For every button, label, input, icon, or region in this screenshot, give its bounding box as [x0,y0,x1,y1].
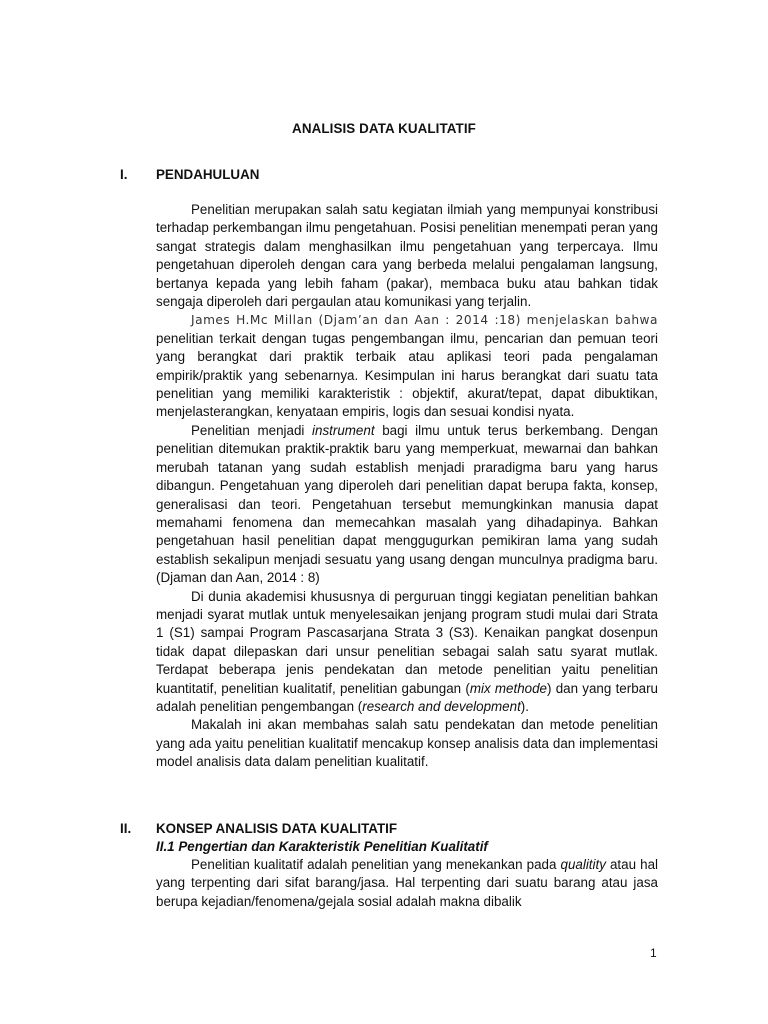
section-title: KONSEP ANALISIS DATA KUALITATIF [156,821,398,836]
paragraph-text: Di dunia akademisi khususnya di perguruan tinggi kegiatan penelitian bahkan menjadi syarat mutlak untuk menyelesaikan jenjang program studi mulai dari Strata 1 (S1) sampai Program Pascasarjana Strata 3 (S3). Kenaikan pangkat dosenpun tidak dapat dilepaskan dari unsur penelitian sebagai salah satu syarat mutlak. Terdapat beberapa jenis pendekatan dan metode penelitian yaitu penelitian kuantitatif, penelitian kualitatif, penelitian gabungan ( [156,588,658,696]
italic-term: research and development [362,698,521,714]
section-body-konsep [156,856,658,911]
section-title: PENDAHULUAN [156,167,260,182]
italic-term: mix methode [469,680,547,696]
section-heading-konsep [120,821,397,836]
paragraph-text: atau hal yang terpenting dari sifat barang/jasa. Hal terpenting dari suatu barang atau jasa berupa kejadian/fenomena/gejala sosial adalah makna dibalik [156,857,658,909]
paragraph-text: Penelitian menjadi [191,422,313,438]
paragraph [156,856,658,911]
paragraph: Penelitian merupakan salah satu kegiatan ilmiah yang mempunyai konstribusi terhadap perkembangan ilmu pengetahuan. Posisi penelitian menempati peran yang sangat strategis dalam menghasilkan ilmu pengetahuan yang terpercaya. Ilmu pengetahuan diperoleh dengan cara yang berbeda melalui pengalaman langsung, bertanya kepada yang lebih faham (pakar), membaca buku atau bahkan tidak sengaja diperoleh dari pergaulan atau komunikasi yang terjalin. [156,202,658,310]
subsection-heading: II.1 Pengertian dan Karakteristik Penelitian Kualitatif [156,839,488,854]
paragraph [156,588,658,717]
italic-term: qualitity [560,857,606,872]
paragraph-text: bagi ilmu untuk terus berkembang. Dengan penelitian ditemukan praktik-praktik baru yang memperkuat, mewarnai dan bahkan merubah tatanan yang sudah establish menjadi praradigma baru yang harus dibangun. Pengetahuan yang diperoleh dari penelitian dapat berupa fakta, konsep, generalisasi dan teori. Pengetahuan tersebut memungkinkan manusia dapat memahami fenomena dan memecahkan masalah yang dihadapinya. Bahkan pengetahuan hasil penelitian dapat menggugurkan pemikiran lama yang sudah establish sekalipun menjadi sesuatu yang usang dengan munculnya pradigma baru. (Djaman dan Aan, 2014 : 8) [156,422,658,586]
paragraph-text: Penelitian kualitatif adalah penelitian yang menekankan pada [191,857,561,872]
document-title: ANALISIS DATA KUALITATIF [292,121,476,136]
section-number: II. [120,821,132,836]
paragraph [156,311,658,421]
section-body-pendahuluan [156,201,658,772]
paragraph [156,422,658,588]
paragraph-text: penelitian terkait dengan tugas pengembangan ilmu, pencarian dan pemuan teori yang berangkat dari praktik terbaik atau aplikasi teori pada pengalaman empirik/praktik yang sebenarnya. Kesimpulan ini harus berangkat dari suatu tata penelitian yang memiliki karakteristik : objektif, akurat/tepat, dapat dibuktikan, menjelasterangkan, kenyataan empiris, logis dan sesuai kondisi nyata. [156,330,658,420]
italic-term: instrument [312,422,375,438]
paragraph: Makalah ini akan membahas salah satu pendekatan dan metode penelitian yang ada yaitu penelitian kualitatif mencakup konsep analisis data dan implementasi model analisis data dalam penelitian kualitatif. [156,717,658,770]
paragraph-text: ). [520,698,529,714]
section-number: I. [120,167,128,182]
section-heading-pendahuluan [120,167,259,182]
paragraph-text: ) dan yang terbaru adalah penelitian pengembangan ( [156,680,658,714]
citation-lead: James H.Mc Millan (Djam’an dan Aan : 2014 :18) menjelaskan bahwa [191,313,658,328]
page-number: 1 [650,946,657,960]
